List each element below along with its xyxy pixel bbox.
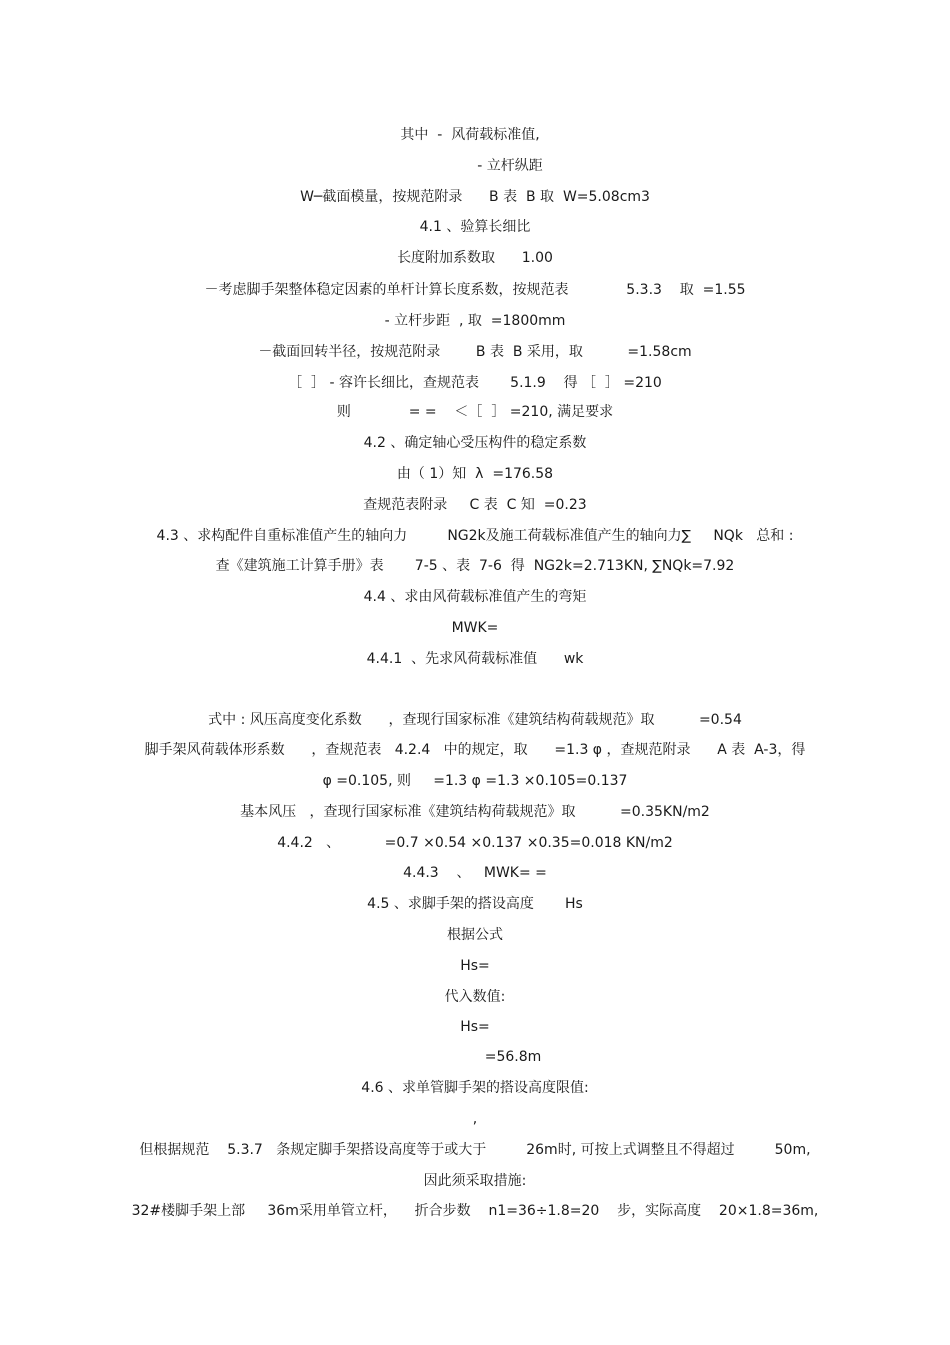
text-line-slenderness-check: 则 = = ＜［ ］ =210, 满足要求 [336,404,614,420]
heading-4-4-1: 4.4.1 、先求风荷载标准值 wk [366,651,584,667]
heading-4-5: 4.5 、求脚手架的搭设高度 Hs [367,896,583,912]
text-line-length-coefficient: －考虑脚手架整体稳定因素的单杆计算长度系数，按规范表 5.3.3 取 =1.55 [204,282,746,298]
text-line-measures-required: 因此须采取措施: [423,1173,527,1189]
text-line-basic-wind-pressure: 基本风压 ，查现行国家标准《建筑结构荷载规范》取 =0.35KN/m2 [240,804,710,820]
text-line-hs-result: =56.8m [484,1049,542,1065]
text-line-step-distance: - 立杆步距 , 取 =1800mm [384,313,566,329]
text-line-4-4-2-result: 4.4.2 、 =0.7 ×0.54 ×0.137 ×0.35=0.018 KN/m2 [277,835,673,851]
heading-4-1: 4.1 、验算长细比 [419,219,531,235]
text-line-allowable-slenderness: ［ ］ - 容许长细比，查规范表 5.1.9 得 ［ ］ =210 [288,375,662,391]
text-line-radius-gyration: －截面回转半径，按规范附录 B 表 B 采用，取 =1.58cm [258,344,692,360]
formula-hs: Hs= [460,958,490,974]
text-line-length-factor: 长度附加系数取 1.00 [397,250,553,266]
text-line-pole-spacing: - 立杆纵距 [477,158,543,174]
heading-4-6: 4.6 、求单管脚手架的搭设高度限值: [361,1080,589,1096]
text-line-4-4-3: 4.4.3 、 MWK= = [403,865,547,881]
text-line-lambda: 由（ 1）知 λ =176.58 [396,466,554,482]
text-line-section-modulus: W─截面模量，按规范附录 B 表 B 取 W=5.08cm3 [300,189,650,205]
heading-4-4: 4.4 、求由风荷载标准值产生的弯矩 [363,589,587,605]
text-line-building-32-scaffold: 32#楼脚手架上部 36m采用单管立杆， 折合步数 n1=36÷1.8=20 步，实际高度 20×1.8=36m, [131,1203,819,1219]
text-line-comma: , [472,1111,478,1127]
text-line-axial-force-values: 查《建筑施工计算手册》表 7-5 、表 7-6 得 NG2k=2.713KN, ∑NQk=7.92 [215,558,735,574]
text-line-phi-calculation: φ =0.105, 则 =1.3 φ =1.3 ×0.105=0.137 [322,773,628,789]
heading-4-2: 4.2 、确定轴心受压构件的稳定系数 [363,435,587,451]
text-line-height-limit-rule: 但根据规范 5.3.7 条规定脚手架搭设高度等于或大于 26m时, 可按上式调整且不得超过 50m, [139,1142,811,1158]
formula-mwk: MWK= [451,620,499,636]
text-line-formula-basis: 根据公式 [447,927,503,943]
formula-hs-substituted: Hs= [460,1019,490,1035]
heading-4-3: 4.3 、求构配件自重标准值产生的轴向力 NG2k及施工荷载标准值产生的轴向力∑ NQk 总和 : [156,528,794,544]
text-line-substitute-values: 代入数值: [444,989,506,1005]
text-line-height-variation: 式中 : 风压高度变化系数 ，查现行国家标准《建筑结构荷载规范》取 =0.54 [208,712,742,728]
text-line-shape-coefficient: 脚手架风荷载体形系数 ，查规范表 4.2.4 中的规定，取 =1.3 φ ，查规范附录 A 表 A-3，得 [144,742,806,758]
text-line-wind-load-standard: 其中 - 风荷载标准值, [400,127,540,143]
text-line-stability-coefficient: 查规范表附录 C 表 C 知 =0.23 [363,497,587,513]
